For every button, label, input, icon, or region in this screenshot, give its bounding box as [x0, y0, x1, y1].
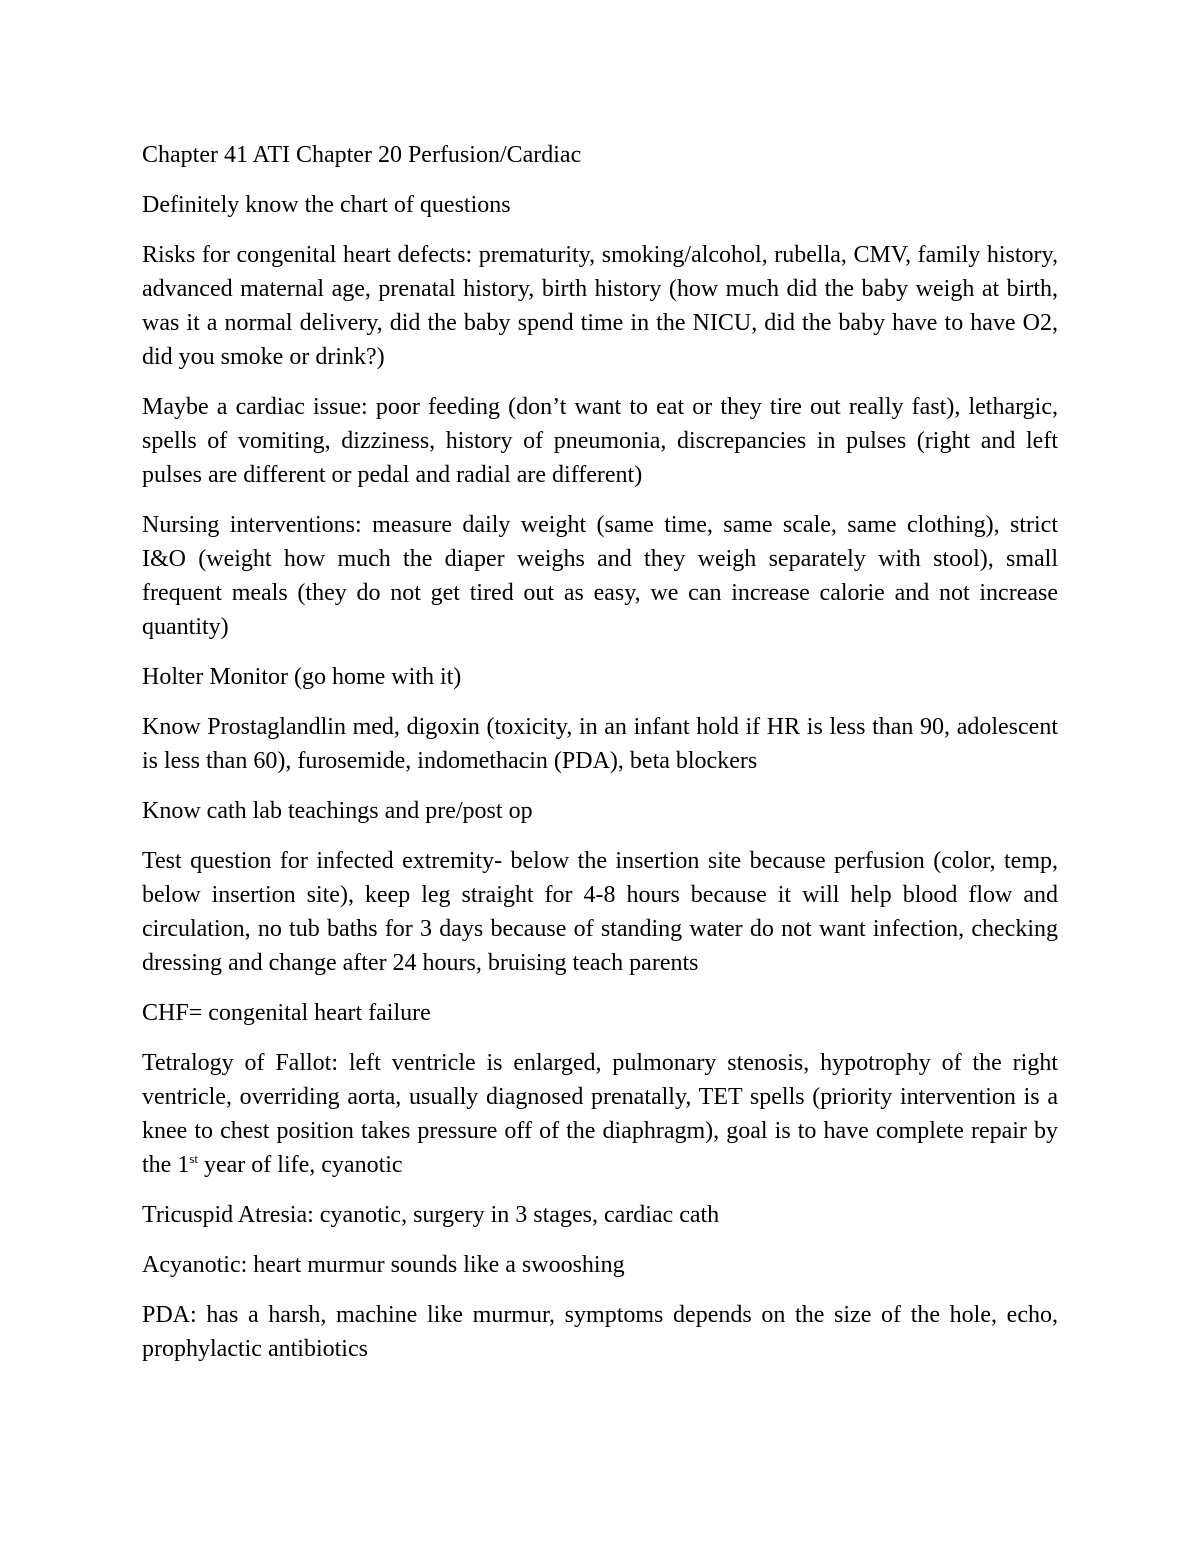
paragraph-medications: Know Prostaglandlin med, digoxin (toxicity, in an infant hold if HR is less than 90, adolescent is less than 60), furosemide, indomethacin (PDA), beta blockers — [142, 714, 1058, 774]
paragraph-cardiac-issue: Maybe a cardiac issue: poor feeding (don’t want to eat or they tire out really fast), lethargic, spells of vomiting, dizziness, history of pneumonia, discrepancies in pulses (right and left pulses are different or pedal and radial are different) — [142, 394, 1058, 488]
paragraph-tricuspid-atresia: Tricuspid Atresia: cyanotic, surgery in 3 stages, cardiac cath — [142, 1202, 720, 1228]
paragraph-test-question: Test question for infected extremity- below the insertion site because perfusion (color, temp, below insertion site), keep leg straight for 4-8 hours because it will help blood flow and circulation, no tub baths for 3 days because of standing water do not want infection, checking dressing and change after 24 hours, bruising teach parents — [142, 848, 1058, 976]
tetralogy-text: Tetralogy of Fallot: left ventricle is enlarged, pulmonary stenosis, hypotrophy of the right ventricle, overriding aorta, usually diagnosed prenatally, TET spells (priority intervention is a knee to chest position takes pressure off of the diaphragm), goal is to have complete repair by the 1 — [142, 1050, 1058, 1178]
paragraph-chart-of-questions: Definitely know the chart of questions — [142, 192, 511, 218]
ordinal-superscript: st — [189, 1151, 198, 1166]
document-body — [142, 138, 1058, 1382]
paragraph-cath-lab: Know cath lab teachings and pre/post op — [142, 798, 533, 824]
paragraph-acyanotic: Acyanotic: heart murmur sounds like a swooshing — [142, 1252, 625, 1278]
paragraph-holter-monitor: Holter Monitor (go home with it) — [142, 664, 462, 690]
paragraph-pda: PDA: has a harsh, machine like murmur, symptoms depends on the size of the hole, echo, prophylactic antibiotics — [142, 1302, 1058, 1362]
tetralogy-text-end: year of life, cyanotic — [198, 1152, 403, 1178]
paragraph-chf: CHF= congenital heart failure — [142, 1000, 431, 1026]
paragraph-nursing-interventions: Nursing interventions: measure daily weight (same time, same scale, same clothing), strict I&O (weight how much the diaper weighs and they weigh separately with stool), small frequent meals (they do not get tired out as easy, we can increase calorie and not increase quantity) — [142, 512, 1058, 640]
paragraph-tetralogy-of-fallot — [142, 1046, 1058, 1182]
paragraph-risks: Risks for congenital heart defects: prematurity, smoking/alcohol, rubella, CMV, family history, advanced maternal age, prenatal history, birth history (how much did the baby weigh at birth, was it a normal delivery, did the baby spend time in the NICU, did the baby have to have O2, did you smoke or drink?) — [142, 242, 1058, 370]
chapter-title: Chapter 41 ATI Chapter 20 Perfusion/Cardiac — [142, 142, 582, 168]
